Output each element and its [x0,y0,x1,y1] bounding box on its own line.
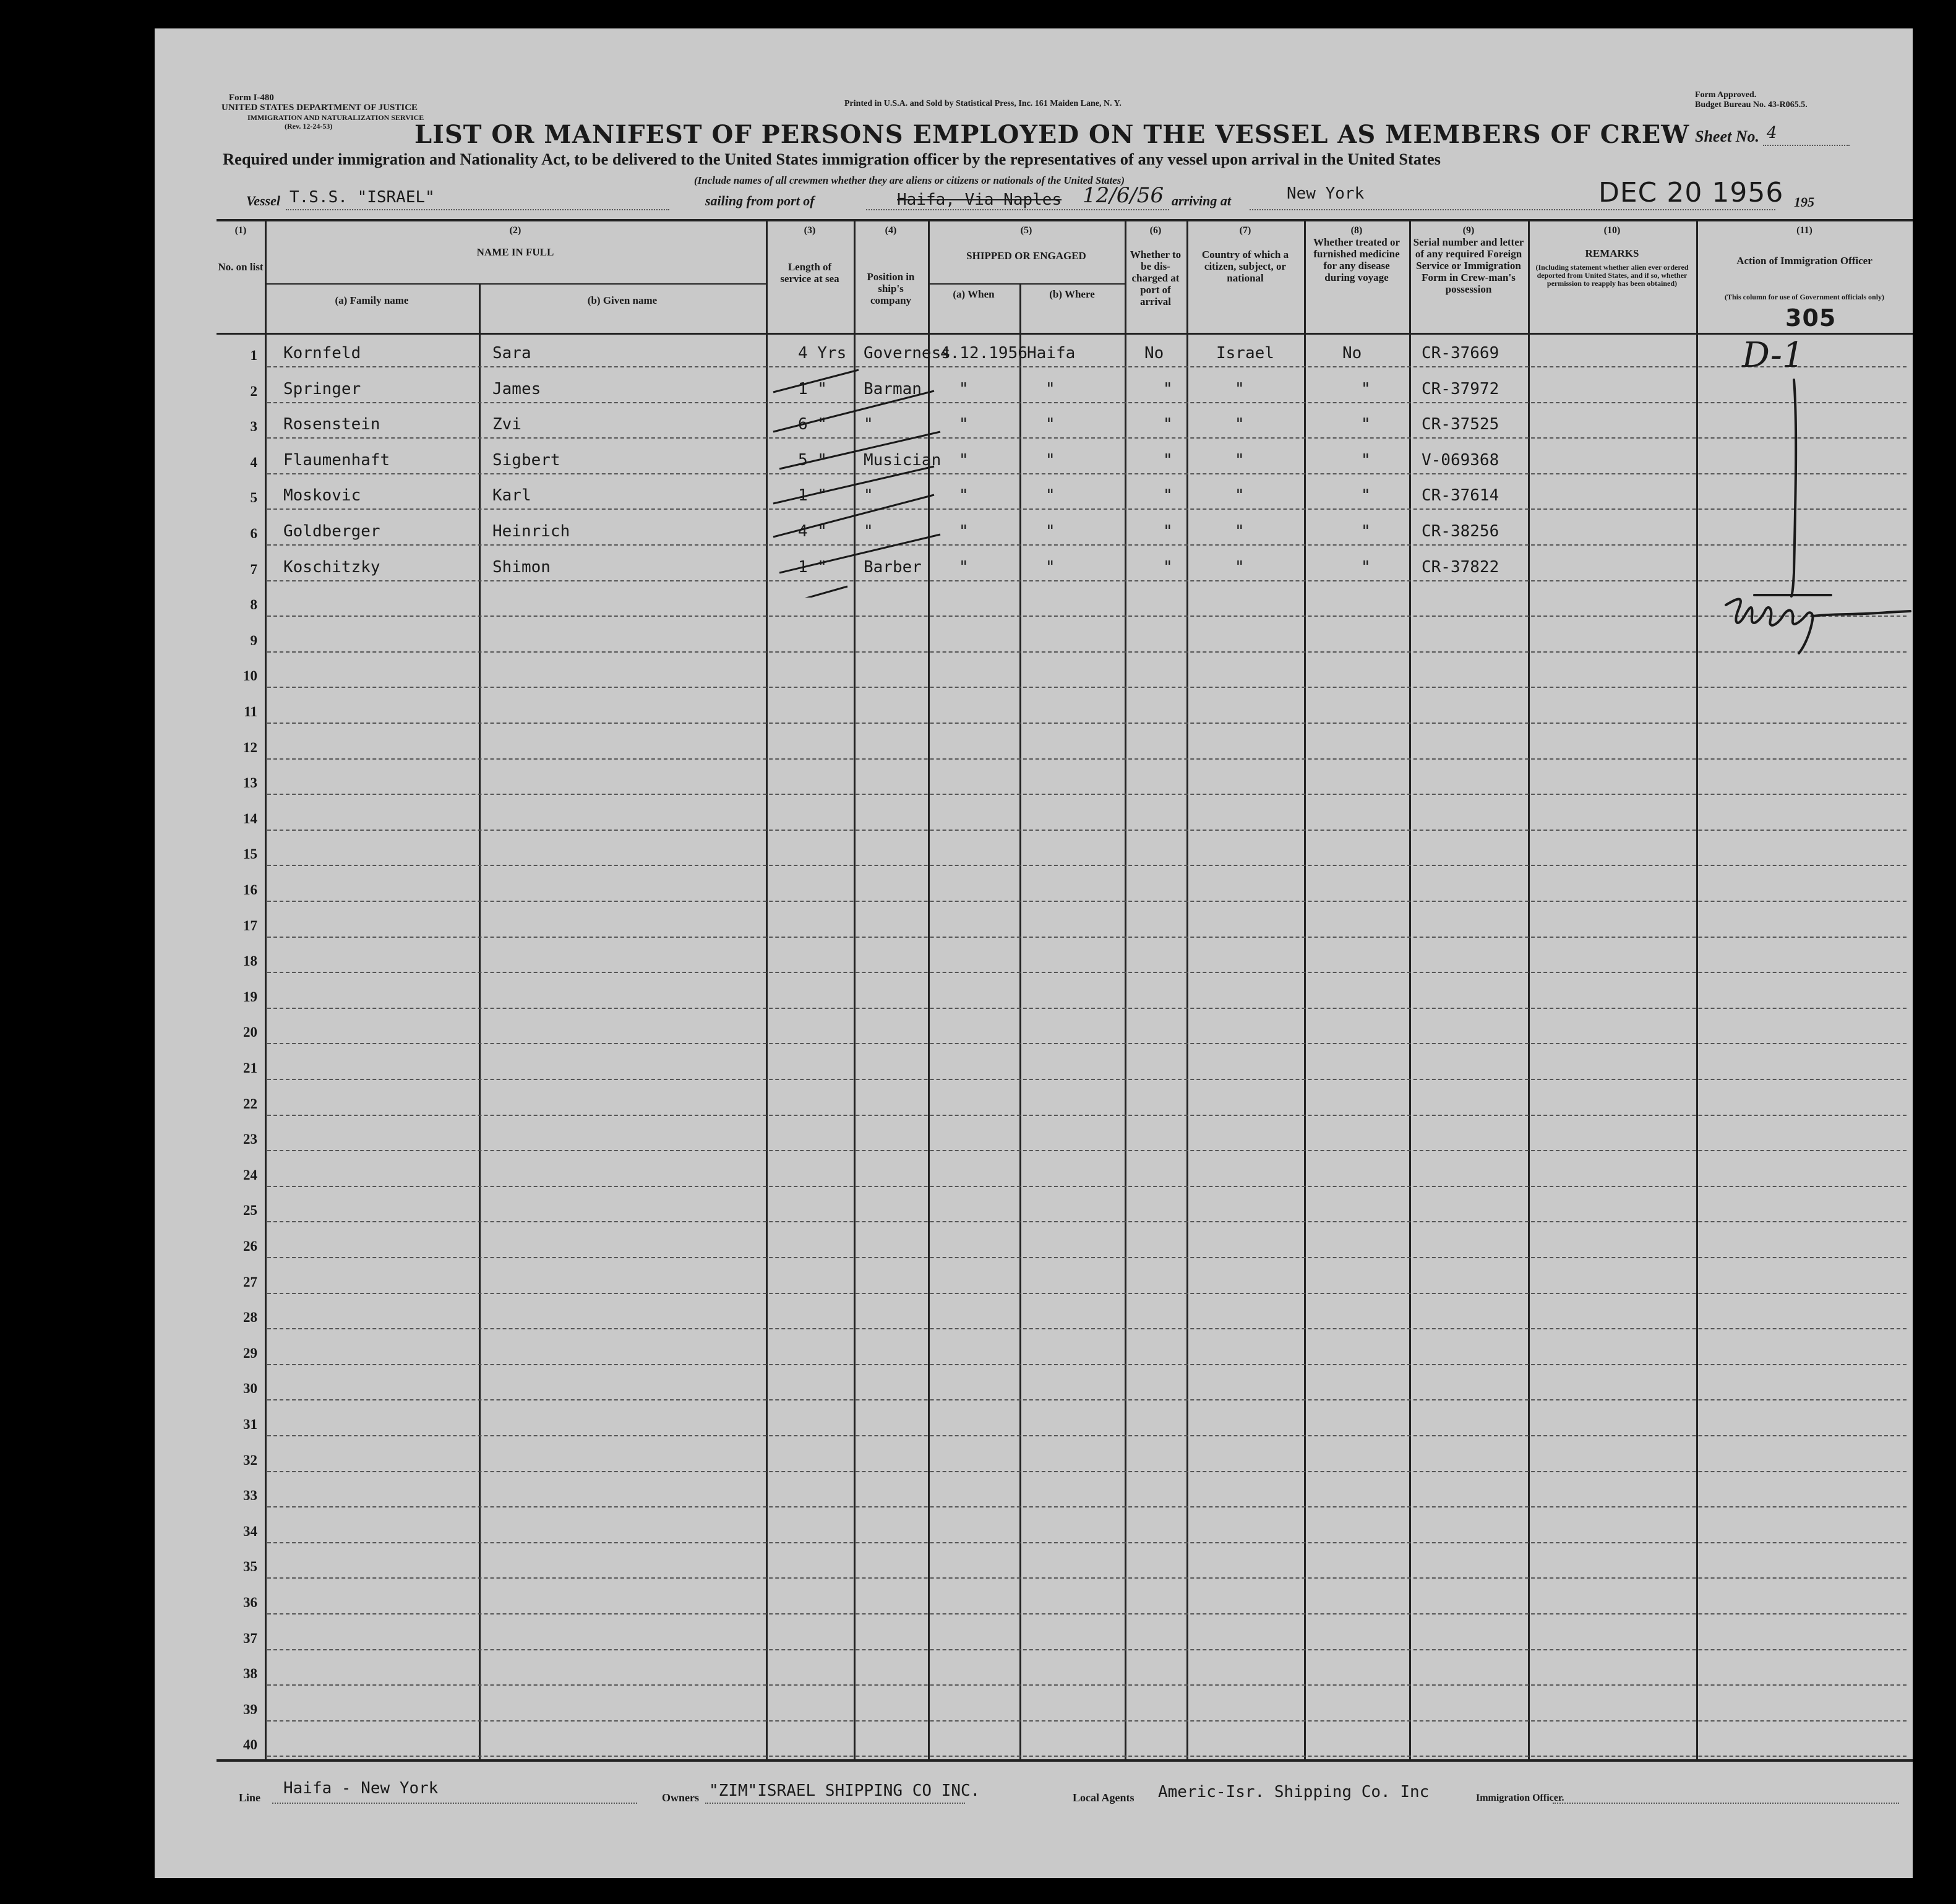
cell-when: " [959,379,969,398]
row-guide [267,1684,1907,1686]
cell-given: Karl [492,486,531,505]
row-guide [267,544,1907,546]
row-guide [267,1186,1907,1187]
cell-country: " [1235,450,1245,470]
owners-value: "ZIM"ISRAEL SHIPPING CO INC. [709,1782,980,1800]
cell-given: Sigbert [492,450,560,470]
col9-header: Serial number and letter of any required Foreign Service or Immigration Form in Crew-man's possession [1413,236,1524,295]
cell-family: Kornfeld [283,344,361,362]
form-title: LIST OR MANIFEST OF PERSONS EMPLOYED ON THE VESSEL AS MEMBERS OF CREW [414,120,1690,149]
agents-label: Local Agents [1073,1791,1135,1804]
row-guide [267,1150,1907,1151]
row-guide [267,1399,1907,1400]
cell-medicine: " [1361,557,1371,577]
cell-serial: CR-38256 [1422,522,1499,541]
row-number: 5 [250,490,257,506]
table-bottom-rule [217,1759,1913,1762]
cell-serial: CR-37669 [1422,344,1499,362]
col10-number: (10) [1603,225,1621,236]
cell-when: " [959,450,969,470]
cell-position: Barman [864,379,922,398]
owners-label: Owners [662,1791,699,1804]
row-guide [267,1613,1907,1615]
cell-where: " [1045,450,1055,470]
line-label: Line [239,1791,261,1804]
cell-family: Moskovic [283,486,361,505]
row-number: 37 [243,1630,257,1646]
row-number: 8 [250,597,257,613]
row-guide [267,1328,1907,1329]
row-guide [267,687,1907,688]
row-guide [267,1506,1907,1507]
row-number: 35 [243,1559,257,1575]
cell-where: " [1045,379,1055,398]
row-guide [267,473,1907,474]
cell-service: 4 Yrs [798,344,847,362]
row-number: 40 [243,1737,257,1753]
row-guide [267,1008,1907,1009]
cell-position: Musician [864,450,942,470]
row-number: 21 [243,1060,257,1076]
row-number: 23 [243,1131,257,1147]
cell-discharged: " [1163,450,1173,470]
cell-family: Goldberger [283,522,380,541]
cell-service: 6 " [798,415,827,434]
form-subtitle: Required under immigration and Nationality Act, to be delivered to the United States immigration officer by the representatives of any vessel upon arrival in the United States [223,150,1441,168]
sailing-label: sailing from port of [705,193,815,208]
row-number: 36 [243,1595,257,1610]
col7-header: Country of which a citizen, subject, or national [1201,249,1289,284]
row-guide [267,1471,1907,1472]
shipped-subheader-rule [928,283,1125,285]
cell-discharged: " [1163,522,1173,541]
row-number: 16 [243,882,257,898]
row-number: 9 [250,632,257,648]
cell-given: James [492,379,541,398]
col8-number: (8) [1350,225,1363,236]
row-guide [267,1293,1907,1294]
form-note: (Include names of all crewmen whether they are aliens or citizens or nationals of the United States) [694,174,1125,186]
row-guide [267,1079,1907,1080]
col2a-header: (a) Family name [335,294,409,306]
cell-position: " [864,522,873,541]
cell-given: Heinrich [492,522,570,541]
column-rule [1409,219,1411,1759]
cell-where: " [1045,415,1055,434]
cell-when: " [959,415,969,434]
col9-number: (9) [1462,225,1475,236]
row-guide [267,437,1907,439]
cell-medicine: " [1361,379,1371,398]
row-number: 13 [243,775,257,791]
sheet-label: Sheet No. [1695,127,1759,145]
cell-discharged: No [1144,344,1164,362]
form-approved: Form Approved. [1695,90,1757,100]
stamp-number: 305 [1785,304,1837,332]
arrival-date-stamp: DEC 20 1956 [1598,177,1784,208]
col4-number: (4) [885,225,897,236]
cell-country: " [1235,522,1245,541]
port-date: 12/6/56 [1083,183,1164,208]
row-guide [267,1649,1907,1650]
row-number: 17 [243,917,257,933]
cell-serial: CR-37822 [1422,557,1499,577]
vessel-name: T.S.S. "ISRAEL" [290,188,435,207]
cell-serial: V-069368 [1422,450,1499,470]
cell-position: Barber [864,557,922,577]
col8-header: Whether treated or furnished medicine for any disease during voyage [1313,236,1401,283]
col6-number: (6) [1149,225,1162,236]
cell-family: Flaumenhaft [283,450,390,470]
row-number: 33 [243,1488,257,1504]
cell-medicine: No [1342,344,1362,362]
row-guide [267,901,1907,902]
row-number: 31 [243,1417,257,1432]
col11-note: (This column for use of Government officials only) [1724,293,1885,301]
cell-medicine: " [1361,486,1371,505]
row-number: 4 [250,454,257,470]
col10-note: (Including statement whether alien ever ordered deported from United States, and if so, whether permission to reapply has been obtained) [1535,263,1689,288]
row-guide [267,1542,1907,1543]
cell-position: " [864,486,873,505]
col1-number: (1) [234,225,247,236]
row-guide [267,865,1907,866]
cell-medicine: " [1361,522,1371,541]
col10-header: REMARKS [1585,247,1639,259]
arriving-port: New York [1287,184,1365,203]
cell-position: Governess [864,344,951,362]
cell-service: 1 " [798,379,827,398]
row-number: 28 [243,1310,257,1326]
cell-where: " [1045,486,1055,505]
col2b-header: (b) Given name [587,294,658,306]
row-number: 38 [243,1666,257,1682]
row-guide [267,1577,1907,1579]
row-number: 22 [243,1096,257,1112]
row-guide [267,1257,1907,1258]
column-rule [1696,219,1698,1759]
row-number: 7 [250,561,257,577]
row-number: 19 [243,988,257,1005]
cell-country: " [1235,379,1245,398]
row-number: 1 [250,348,257,363]
row-number: 26 [243,1238,257,1254]
cell-medicine: " [1361,450,1371,470]
col5-header: SHIPPED OR ENGAGED [966,250,1086,262]
column-rule [1186,219,1188,1759]
col7-number: (7) [1239,225,1251,236]
cell-discharged: " [1163,557,1173,577]
row-number: 24 [243,1167,257,1183]
row-guide [267,580,1907,581]
service-strike-marks [761,362,946,598]
row-guide [267,937,1907,938]
row-guide [267,972,1907,973]
row-number: 20 [243,1024,257,1040]
row-number: 18 [243,953,257,969]
cell-where: " [1045,557,1055,577]
arriving-label: arriving at [1172,193,1231,208]
printer-line: Printed in U.S.A. and Sold by Statistical Press, Inc. 161 Maiden Lane, N. Y. [844,99,1122,108]
agents-value: Americ-Isr. Shipping Co. Inc [1158,1783,1430,1801]
col4-header: Position in ship's company [867,271,915,306]
row-number: 12 [243,739,257,755]
cell-service: 1 " [798,486,827,505]
row-guide [267,615,1907,617]
header-bottom-rule [217,333,1913,335]
col5-number: (5) [1020,225,1032,236]
col1-header: No. on list [218,261,264,273]
table-top-rule [217,219,1913,221]
cell-service: 4 " [798,522,827,541]
row-number: 27 [243,1274,257,1290]
cell-where: Haifa [1027,344,1076,362]
row-guide [267,1364,1907,1365]
vessel-label: Vessel [246,193,280,208]
col2-number: (2) [509,225,521,236]
cell-family: Rosenstein [283,415,380,434]
column-rule [1304,219,1306,1759]
row-number: 39 [243,1701,257,1717]
column-rule [479,283,481,1759]
cell-service: 5 " [798,450,827,470]
cell-when: " [959,557,969,577]
officer-action-mark: D-1 [1742,335,1804,375]
row-number: 30 [243,1381,257,1397]
port-from: Haifa, Via Naples [897,191,1062,209]
year-suffix: 195 [1794,194,1814,210]
name-subheader-rule [265,283,766,285]
row-number: 25 [243,1203,257,1219]
cell-given: Zvi [492,415,521,434]
row-number: 29 [243,1345,257,1361]
cell-given: Shimon [492,557,551,577]
col6-header: Whether to be dis-charged at port of arrival [1130,249,1182,307]
cell-given: Sara [492,344,531,362]
row-number: 6 [250,526,257,541]
cell-when: " [959,522,969,541]
row-guide [267,366,1907,367]
column-rule [1125,219,1126,1759]
manifest-sheet [155,28,1913,1878]
row-guide [267,1720,1907,1722]
row-guide [267,1756,1907,1757]
cell-position: " [864,415,873,434]
row-guide [267,830,1907,831]
row-number: 11 [244,704,257,719]
cell-serial: CR-37525 [1422,415,1499,434]
cell-country: " [1235,415,1245,434]
cell-when: 4.12.1956 [940,344,1027,362]
row-guide [267,758,1907,760]
column-rule [1528,219,1530,1759]
cell-serial: CR-37614 [1422,486,1499,505]
row-guide [267,508,1907,510]
row-guide [267,1221,1907,1222]
cell-when: " [959,486,969,505]
row-guide [267,1043,1907,1044]
cell-medicine: " [1361,415,1371,434]
form-revision: (Rev. 12-24-53) [285,122,333,131]
row-number: 34 [243,1523,257,1539]
sheet-number: 4 [1767,124,1777,142]
cell-where: " [1045,522,1055,541]
column-rule [1019,283,1021,1759]
cell-country: " [1235,486,1245,505]
row-guide [267,723,1907,724]
col5a-header: (a) When [953,288,995,300]
row-number: 15 [243,846,257,862]
row-number: 14 [243,810,257,826]
col3-number: (3) [804,225,816,236]
row-number: 10 [243,668,257,684]
cell-country: " [1235,557,1245,577]
budget-bureau: Budget Bureau No. 43-R065.5. [1695,100,1808,109]
department-name: UNITED STATES DEPARTMENT OF JUSTICE [221,103,418,113]
col3-header: Length of service at sea [780,261,839,285]
cell-serial: CR-37972 [1422,379,1499,398]
column-rule [265,219,267,1759]
cell-family: Springer [283,379,361,398]
officer-signature [1701,375,1913,659]
officer-label: Immigration Officer. [1476,1793,1564,1803]
row-guide [267,402,1907,403]
form-number: Form I-480 [229,93,274,103]
cell-service: 1 " [798,557,827,577]
col11-number: (11) [1796,225,1812,236]
row-guide [267,794,1907,795]
row-number: 2 [250,383,257,399]
col5b-header: (b) Where [1049,288,1095,300]
col2-header: NAME IN FULL [476,246,554,258]
row-guide [267,1435,1907,1436]
col11-header: Action of Immigration Officer [1736,255,1872,267]
row-number: 3 [250,419,257,435]
cell-country: Israel [1216,344,1274,362]
row-number: 32 [243,1452,257,1468]
cell-family: Koschitzky [283,557,380,577]
service-name: IMMIGRATION AND NATURALIZATION SERVICE [247,113,424,122]
row-guide [267,651,1907,653]
cell-discharged: " [1163,415,1173,434]
row-guide [267,1115,1907,1116]
cell-discharged: " [1163,486,1173,505]
line-value: Haifa - New York [283,1779,439,1798]
cell-discharged: " [1163,379,1173,398]
